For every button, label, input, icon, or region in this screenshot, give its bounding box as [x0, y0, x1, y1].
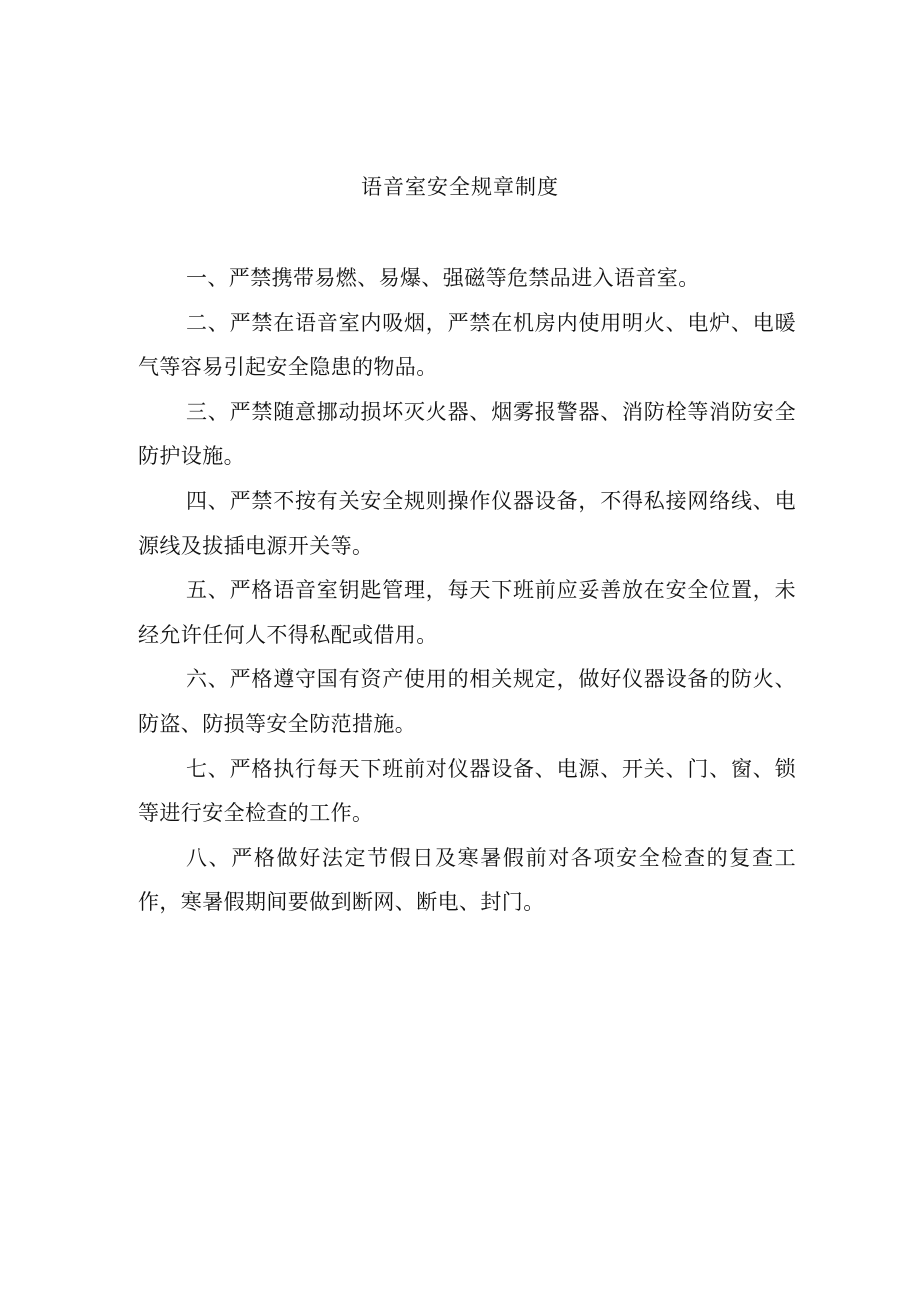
document-title: 语音室安全规章制度 [361, 175, 559, 199]
document-body [138, 256, 796, 925]
rule-item: 六、严格遵守国有资产使用的相关规定，做好仪器设备的防火、防盗、防损等安全防范措施。 [138, 667, 796, 736]
rule-item: 七、严格执行每天下班前对仪器设备、电源、开关、门、窗、锁等进行安全检查的工作。 [138, 756, 796, 826]
rule-item: 二、严禁在语音室内吸烟，严禁在机房内使用明火、电炉、电暖气等容易引起安全隐患的物品。 [138, 310, 796, 380]
rule-item: 八、严格做好法定节假日及寒暑假前对各项安全检查的复查工作，寒暑假期间要做到断网、断电、封门。 [138, 845, 796, 915]
rule-item: 三、严禁随意挪动损坏灭火器、烟雾报警器、消防栓等消防安全防护设施。 [138, 399, 796, 469]
rule-item: 四、严禁不按有关安全规则操作仪器设备，不得私接网络线、电源线及拔插电源开关等。 [138, 488, 796, 558]
rule-item: 一、严禁携带易燃、易爆、强磁等危禁品进入语音室。 [186, 266, 700, 290]
rule-item: 五、严格语音室钥匙管理，每天下班前应妥善放在安全位置，未经允许任何人不得私配或借用。 [138, 578, 796, 647]
